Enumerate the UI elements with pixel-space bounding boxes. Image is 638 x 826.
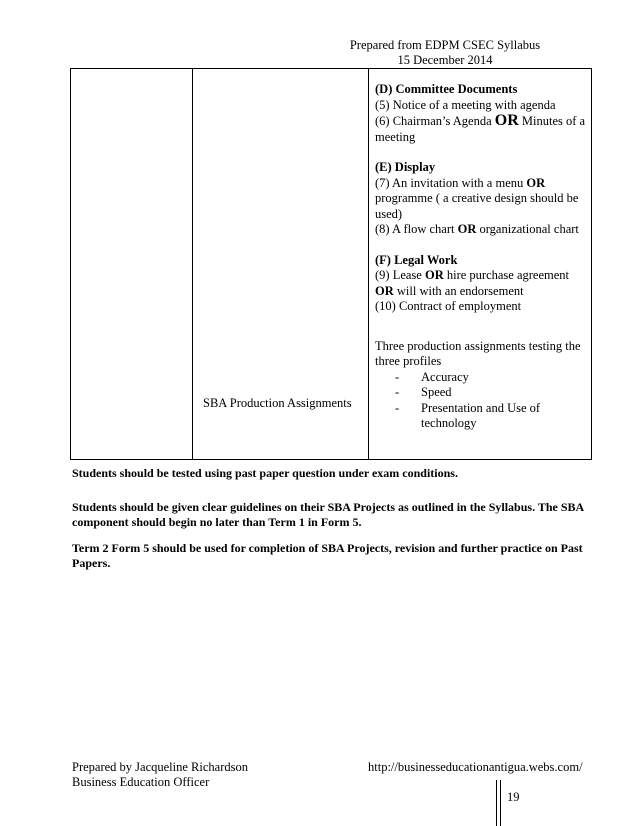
footer-url[interactable]: http://businesseducationantigua.webs.com/ bbox=[368, 760, 583, 774]
note-sba-guidelines: Students should be given clear guidelines on their SBA Projects as outlined in the Syllabus. The SBA component should begin no later than Term 1 in Form 5. bbox=[72, 500, 584, 529]
profiles-intro: Three production assignments testing the three profiles bbox=[375, 338, 581, 368]
or-keyword: OR bbox=[494, 112, 519, 129]
or-keyword: OR bbox=[375, 283, 394, 298]
page-number: 19 bbox=[507, 790, 520, 804]
list-item: - Speed bbox=[395, 385, 452, 399]
item-9: (9) Lease OR hire purchase agreement OR will with an endorsement bbox=[375, 268, 570, 298]
note-term-2: Term 2 Form 5 should be used for completion of SBA Projects, revision and further practice on Past Papers. bbox=[72, 541, 583, 570]
table-cell-empty bbox=[71, 69, 193, 460]
table-cell-activity bbox=[193, 69, 369, 460]
item-5: (5) Notice of a meeting with agenda bbox=[375, 97, 556, 112]
item-6: (6) Chairman’s Agenda OR Minutes of a meeting bbox=[375, 112, 586, 144]
syllabus-table bbox=[70, 68, 592, 460]
footer-prepared-by: Prepared by Jacqueline Richardson bbox=[72, 760, 248, 774]
profiles-list bbox=[375, 370, 587, 432]
item-7: (7) An invitation with a menu OR programme ( a creative design should be used) bbox=[375, 175, 579, 221]
or-keyword: OR bbox=[424, 268, 444, 282]
table-cell-assignments bbox=[369, 69, 592, 460]
header-line-1: Prepared from EDPM CSEC Syllabus bbox=[349, 38, 541, 52]
list-item: - Accuracy bbox=[395, 369, 469, 384]
or-keyword: OR bbox=[526, 175, 546, 190]
footer-role: Business Education Officer bbox=[72, 775, 210, 789]
page-number-divider bbox=[496, 780, 501, 826]
item-10: (10) Contract of employment bbox=[375, 299, 522, 313]
sba-production-label: SBA Production Assignments bbox=[203, 396, 352, 410]
or-keyword: OR bbox=[457, 222, 477, 236]
table-row bbox=[71, 69, 592, 460]
section-d-title: (D) Committee Documents bbox=[375, 82, 518, 96]
list-item: - Presentation and Use of technology bbox=[395, 400, 541, 430]
header-line-2: 15 December 2014 bbox=[397, 53, 493, 67]
section-e-title: (E) Display bbox=[375, 160, 436, 174]
item-8: (8) A flow chart OR organizational chart bbox=[375, 222, 579, 236]
note-exam-conditions: Students should be tested using past paper question under exam conditions. bbox=[72, 466, 458, 480]
section-f-title: (F) Legal Work bbox=[375, 252, 458, 267]
